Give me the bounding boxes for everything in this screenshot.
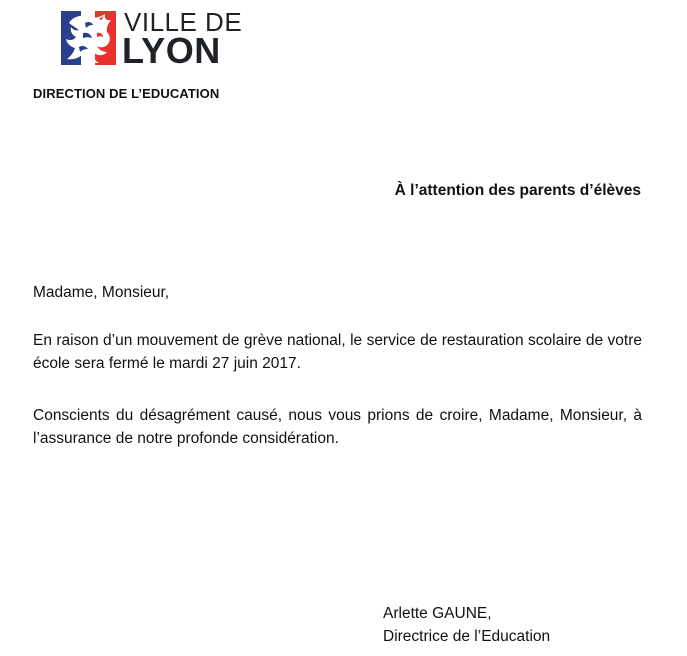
signature-block	[383, 602, 550, 648]
salutation: Madame, Monsieur,	[33, 284, 170, 301]
logo-wordmark	[122, 7, 243, 71]
paragraph-strike-notice: En raison d’un mouvement de grève national, le service de restauration scolaire de votre école sera fermé le mardi 27 juin 2017.	[33, 332, 642, 372]
lion-emblem-icon	[61, 11, 116, 65]
department-heading: DIRECTION DE L’EDUCATION	[33, 86, 220, 101]
paragraph-closing: Conscients du désagrément causé, nous vous prions de croire, Madame, Monsieur, à l’assurance de notre profonde considération.	[33, 407, 642, 447]
recipient-line: À l’attention des parents d’élèves	[394, 182, 641, 199]
signature-title: Directrice de l’Education	[383, 628, 551, 645]
signature-name: Arlette GAUNE,	[383, 605, 492, 622]
logo-line-ville-de: VILLE DE	[124, 7, 243, 37]
logo-line-lyon: LYON	[122, 30, 221, 71]
ville-de-lyon-logo	[61, 7, 243, 71]
